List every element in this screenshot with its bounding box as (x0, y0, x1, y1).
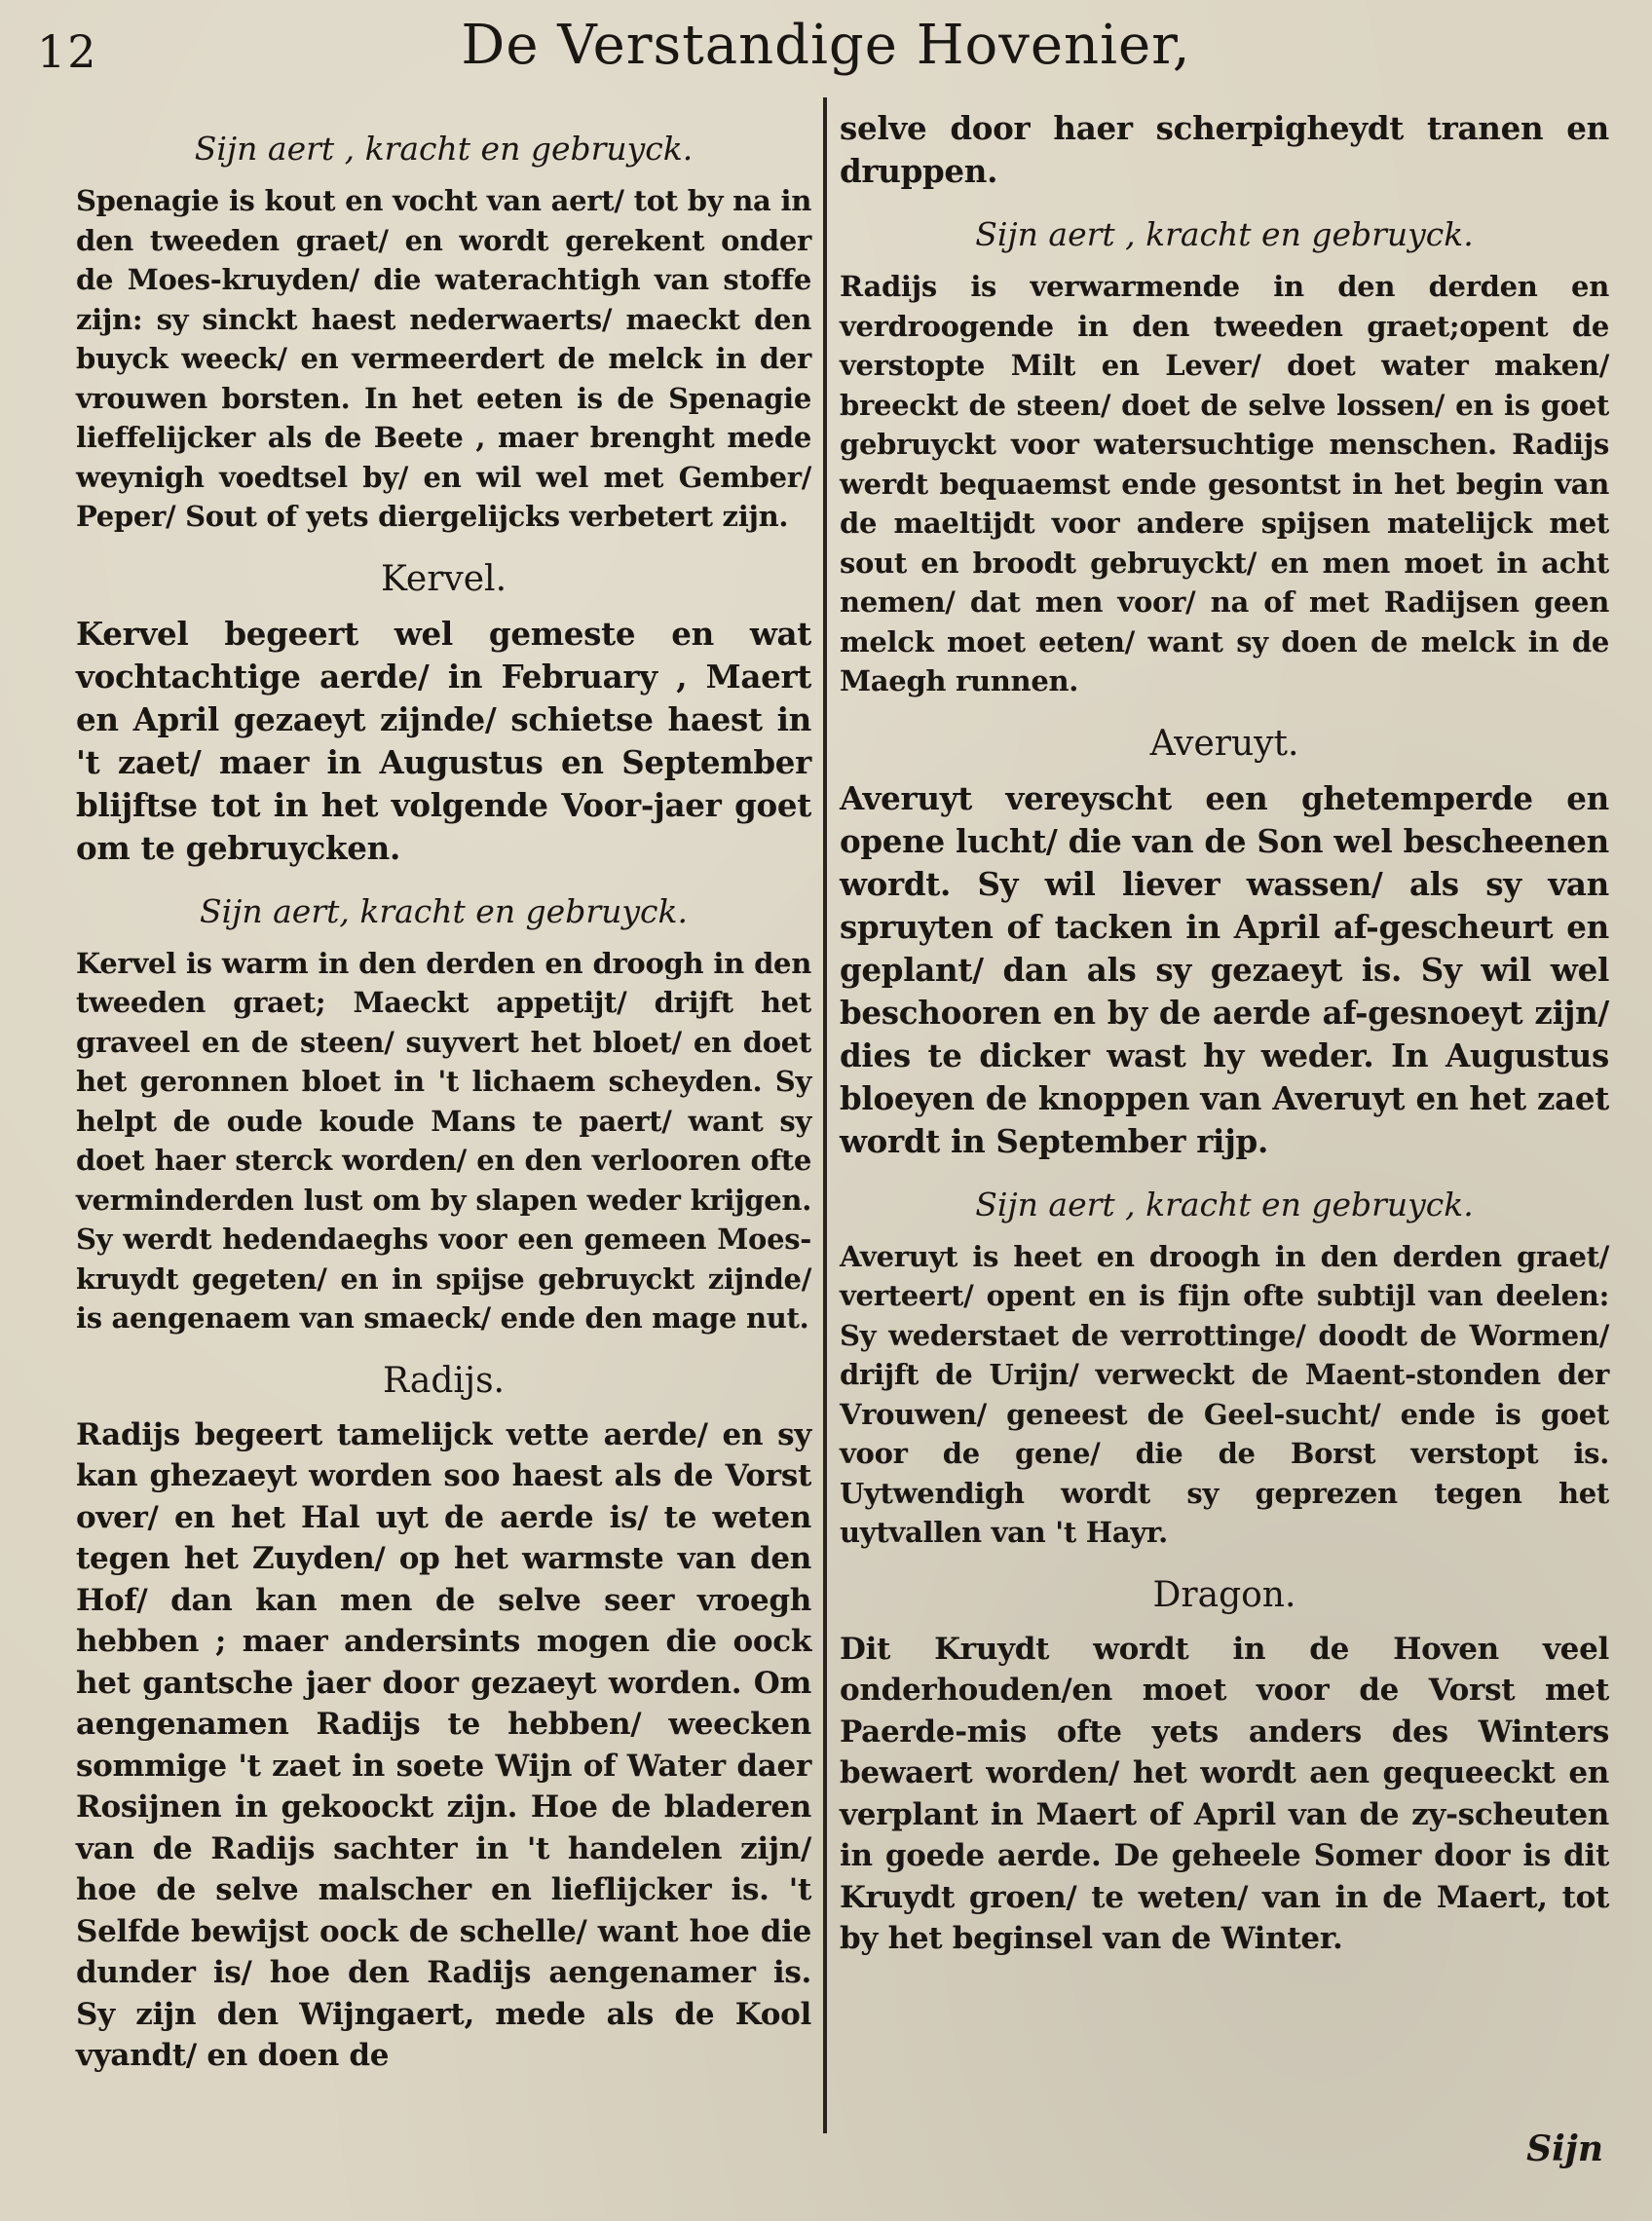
averuyt-properties-text: Averuyt is heet en droogh in den derden graet/ verteert/ opent en is fijn ofte subtijl van deelen: Sy wederstaet de verrottinge/ doodt de Wormen/ drijft de Urijn/ verweckt de Maent-stonden der Vrouwen/ geneest de Geel-sucht/ ende is goet voor de gene/ die de Borst verstopt is. Uytwendigh wordt sy geprezen tegen het uytvallen van 't Hayr. (840, 1239, 1609, 1549)
spenagie-subhead: Sijn aert , kracht en gebruyck. (194, 130, 694, 168)
averuyt-text: Averuyt vereyscht een ghetemperde en opene lucht/ die van de Son wel bescheenen wordt. Sy wil liever wassen/ als sy van spruyten of tacken in April af-gescheurt en geplant/ dan als sy gezaeyt is. Sy wil wel beschooren en by de aerde af-gesnoeyt zijn/ dies te dicker wast hy weder. In Augustus bloeyen de knoppen van Averuyt en het zaet wordt in September rijp. (840, 778, 1609, 1160)
running-title: De Verstandige Hovenier, (461, 14, 1191, 77)
page-header (0, 0, 1652, 97)
radijs-subhead: Sijn aert , kracht en gebruyck. (975, 215, 1474, 253)
radijs-properties-text: Radijs is verwarmende in den derden en verdroogende in den tweeden graet;opent de verstopte Milt en Lever/ doet water maken/ breeckt de steen/ doet de selve lossen/ en is goet gebruyckt voor watersuchtige menschen. Radijs werdt bequaemst ende gesontst in het begin van de maeltijdt voor andere spijsen matelijck met sout en broodt gebruyckt/ en men moet in acht nemen/ dat men voor/ na of met Radijsen geen melck moet eeten/ want sy doen de melck in de Maegh runnen. (840, 270, 1609, 697)
right-column (840, 107, 1609, 1960)
radijs-text: Radijs begeert tamelijck vette aerde/ en sy kan ghezaeyt worden soo haest als de Vorst over/ en het Hal uyt de aerde is/ te weten tegen het Zuyden/ op het warmste van den Hof/ dan kan men de selve seer vroegh hebben ; maer andersints mogen die oock het gantsche jaer door gezaeyt worden. Om aengenamen Radijs te hebben/ weecken sommige 't zaet in soete Wijn of Water daer Rosijnen in gekoockt zijn. Hoe de bladeren van de Radijs sachter in 't handelen zijn/ hoe de selve malscher en lieflijcker is. 't Selfde bewijst oock de schelle/ want hoe die dunder is/ hoe den Radijs aengenamer is. Sy zijn den Wijngaert, mede als de Kool vyandt/ en doen de (76, 1416, 811, 2073)
kervel-properties-text: Kervel is warm in den derden en droogh in den tweeden graet; Maeckt appetijt/ drijft het graveel en de steen/ suyvert het bloet/ en doet het geronnen bloet in 't lichaem scheyden. Sy helpt de oude koude Mans te paert/ want sy doet haer sterck worden/ en den verlooren ofte verminderden lust om by slapen weder krijgen. Sy werdt hedendaeghs voor een gemeen Moes-kruydt gegeten/ en in spijse gebruyckt zijnde/ is aengenaem van smaeck/ ende den mage nut. (76, 946, 811, 1335)
page-number: 12 (37, 25, 98, 78)
column-divider (823, 97, 827, 2133)
radijs-title: Radijs. (382, 1360, 506, 1401)
catchword: Sijn (1526, 2128, 1603, 2169)
averuyt-subhead: Sijn aert , kracht en gebruyck. (975, 1185, 1474, 1223)
kervel-subhead: Sijn aert, kracht en gebruyck. (200, 891, 688, 930)
kervel-text: Kervel begeert wel gemeste en wat vochtachtige aerde/ in February , Maert en April gezaeyt zijnde/ schietse haest in 't zaet/ maer in Augustus en September blijftse tot in het volgende Voor-jaer goet om te gebruycken. (76, 614, 811, 867)
spenagie-text: Spenagie is kout en vocht van aert/ tot by na in den tweeden graet/ en wordt gerekent onder de Moes-kruyden/ die waterachtigh van stoffe zijn: sy sinckt haest nederwaerts/ maeckt den buyck weeck/ en vermeerdert de melck in der vrouwen borsten. In het eeten is de Spenagie lieffelijcker als de Beete , maer brenght mede weynigh voedtsel by/ en wil wel met Gember/ Peper/ Sout of yets diergelijcks verbetert zijn. (76, 184, 811, 533)
dragon-title: Dragon. (1152, 1574, 1296, 1615)
dragon-text: Dit Kruydt wordt in de Hoven veel onderhouden/en moet voor de Vorst met Paerde-mis ofte yets anders des Winters bewaert worden/ het wordt aen gequeeckt en verplant in Maert of April van de zy-scheuten in goede aerde. De geheele Somer door is dit Kruydt groen/ te weten/ van in de Maert, tot by het beginsel van de Winter. (840, 1631, 1609, 1956)
radijs-continued-text: selve door haer scherpigheydt tranen en druppen. (840, 109, 1609, 190)
left-column (76, 107, 811, 2077)
averuyt-title: Averuyt. (1149, 723, 1299, 764)
kervel-title: Kervel. (380, 558, 507, 599)
